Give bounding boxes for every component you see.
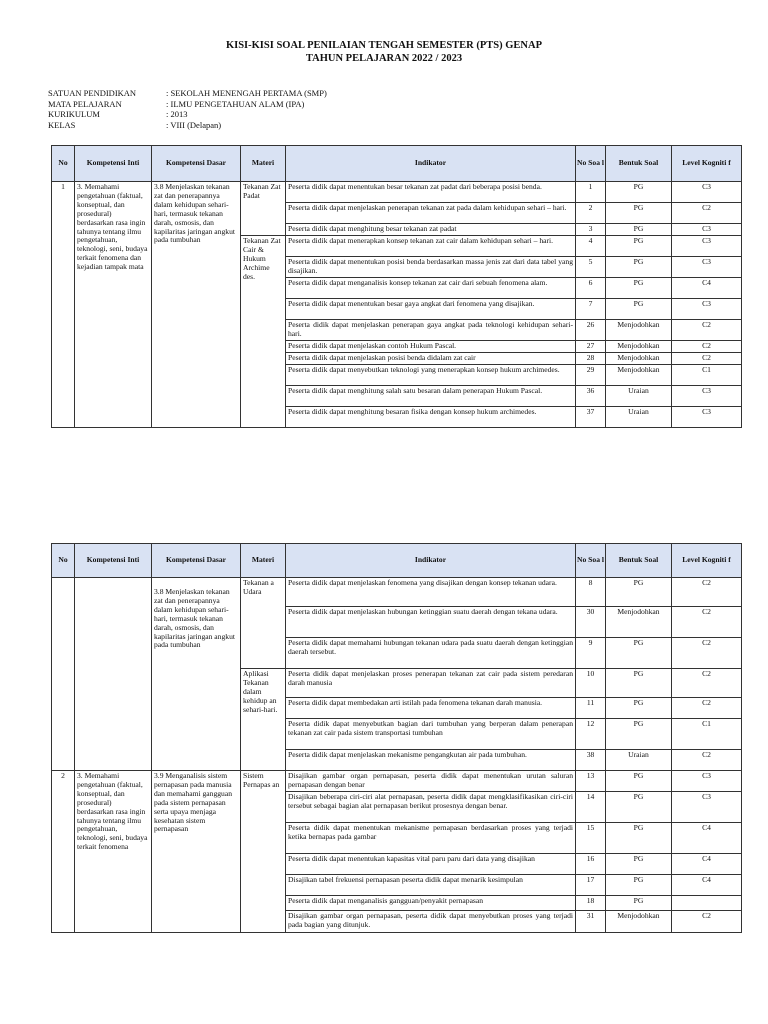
level-cell: C2 bbox=[672, 341, 742, 353]
meta-key: KELAS bbox=[48, 119, 76, 130]
indikator-cell: Disajikan gambar organ pernapasan, peserta didik dapat menyebutkan proses yang terjadi pada bagian yang ditunjuk. bbox=[286, 911, 576, 933]
level-cell: C2 bbox=[672, 203, 742, 224]
no-soal-cell: 36 bbox=[576, 386, 606, 407]
level-cell: C2 bbox=[672, 638, 742, 669]
header-no-soal: No Soa l bbox=[576, 544, 606, 578]
materi-cell: Tekanan a Udara bbox=[241, 578, 286, 669]
no-soal-cell: 3 bbox=[576, 224, 606, 236]
level-cell: C2 bbox=[672, 698, 742, 719]
no-soal-cell: 9 bbox=[576, 638, 606, 669]
indikator-cell: Peserta didik dapat menjelaskan proses penerapan tekanan zat cair pada sistem peredaran darah manusia bbox=[286, 669, 576, 698]
indikator-cell: Peserta didik dapat menentukan mekanisme pernapasan berdasarkan proses yang terjadi ketika bernapas pada gambar bbox=[286, 823, 576, 854]
bentuk-soal-cell: PG bbox=[606, 792, 672, 823]
header-no-soal: No Soa l bbox=[576, 146, 606, 182]
header-no: No bbox=[52, 544, 75, 578]
level-cell: C2 bbox=[672, 578, 742, 607]
level-cell: C2 bbox=[672, 353, 742, 365]
bentuk-soal-cell: PG bbox=[606, 698, 672, 719]
meta-row bbox=[48, 99, 327, 110]
bentuk-soal-cell: PG bbox=[606, 203, 672, 224]
document-title-line1: KISI-KISI SOAL PENILAIAN TENGAH SEMESTER (PTS) GENAP bbox=[225, 40, 543, 51]
indikator-cell: Peserta didik dapat menganalisis konsep tekanan zat cair dari sebuah fenomena alam. bbox=[286, 278, 576, 299]
indikator-cell: Peserta didik dapat membedakan arti istilah pada fenomena tekanan darah manusia. bbox=[286, 698, 576, 719]
no-soal-cell: 17 bbox=[576, 875, 606, 896]
indikator-cell: Peserta didik dapat menghitung salah satu besaran dalam penerapan Hukum Pascal. bbox=[286, 386, 576, 407]
header-kompetensi-dasar: Kompetensi Dasar bbox=[152, 146, 241, 182]
indikator-cell: Peserta didik dapat menerapkan konsep tekanan zat cair dalam kehidupan sehari – hari. bbox=[286, 236, 576, 257]
level-cell: C4 bbox=[672, 875, 742, 896]
level-cell: C3 bbox=[672, 386, 742, 407]
level-cell: C4 bbox=[672, 823, 742, 854]
level-cell: C2 bbox=[672, 669, 742, 698]
level-cell: C2 bbox=[672, 911, 742, 933]
level-cell: C2 bbox=[672, 750, 742, 771]
indikator-cell: Peserta didik dapat menjelaskan contoh Hukum Pascal. bbox=[286, 341, 576, 353]
bentuk-soal-cell: PG bbox=[606, 224, 672, 236]
bentuk-soal-cell: PG bbox=[606, 771, 672, 792]
indikator-cell: Peserta didik dapat menentukan besar tekanan zat padat dari beberapa posisi benda. bbox=[286, 182, 576, 203]
bentuk-soal-cell: PG bbox=[606, 299, 672, 320]
indikator-cell: Peserta didik dapat menjelaskan fenomena yang disajikan dengan konsep tekanan udara. bbox=[286, 578, 576, 607]
bentuk-soal-cell: Uraian bbox=[606, 386, 672, 407]
no-cell: 1 bbox=[52, 182, 75, 428]
indikator-cell: Peserta didik dapat menjelaskan penerapan gaya angkat pada teknologi kehidupan sehari- hari. bbox=[286, 320, 576, 341]
indikator-cell: Peserta didik dapat menentukan besar gaya angkat dari fenomena yang disajikan. bbox=[286, 299, 576, 320]
kompetensi-dasar-cell: 3.8 Menjelaskan tekanan zat dan penerapannya dalam kehidupan sehari-hari, termasuk tekanan darah, osmosis, dan kapilaritas jaringan angkut pada tumbuhan bbox=[152, 578, 241, 771]
indikator-cell: Peserta didik dapat menghitung besaran fisika dengan konsep hukum archimedes. bbox=[286, 407, 576, 428]
meta-value: : ILMU PENGETAHUAN ALAM (IPA) bbox=[166, 98, 305, 109]
no-soal-cell: 38 bbox=[576, 750, 606, 771]
no-soal-cell: 13 bbox=[576, 771, 606, 792]
no-soal-cell: 2 bbox=[576, 203, 606, 224]
bentuk-soal-cell: PG bbox=[606, 896, 672, 911]
no-soal-cell: 8 bbox=[576, 578, 606, 607]
bentuk-soal-cell: Menjodohkan bbox=[606, 320, 672, 341]
no-cell bbox=[52, 578, 75, 771]
level-cell: C1 bbox=[672, 719, 742, 750]
indikator-cell: Peserta didik dapat menjelaskan mekanisme pengangkutan air pada tumbuhan. bbox=[286, 750, 576, 771]
level-cell: C3 bbox=[672, 236, 742, 257]
indikator-cell: Peserta didik dapat memahami hubungan tekanan udara pada suatu daerah dengan ketinggian daerah tersebut. bbox=[286, 638, 576, 669]
indikator-cell: Peserta didik dapat menganalisis gangguan/penyakit pernapasan bbox=[286, 896, 576, 911]
indikator-cell: Peserta didik dapat menghitung besar tekanan zat padat bbox=[286, 224, 576, 236]
indikator-cell: Peserta didik dapat menyebutkan bagian dari tumbuhan yang berperan dalam penerapan tekanan zat cair pada sistem transportasi tumbuhan bbox=[286, 719, 576, 750]
bentuk-soal-cell: PG bbox=[606, 638, 672, 669]
header-level-kognitif: Level Kogniti f bbox=[672, 146, 742, 182]
header-indikator: Indikator bbox=[286, 544, 576, 578]
header-bentuk-soal: Bentuk Soal bbox=[606, 146, 672, 182]
level-cell: C4 bbox=[672, 854, 742, 875]
level-cell: C3 bbox=[672, 771, 742, 792]
meta-value: : 2013 bbox=[166, 109, 188, 120]
header-level-kognitif: Level Kogniti f bbox=[672, 544, 742, 578]
level-cell: C3 bbox=[672, 257, 742, 278]
indikator-cell: Peserta didik dapat menjelaskan hubungan ketinggian suatu daerah dengan tekana udara. bbox=[286, 607, 576, 638]
level-cell bbox=[672, 896, 742, 911]
bentuk-soal-cell: PG bbox=[606, 669, 672, 698]
no-soal-cell: 11 bbox=[576, 698, 606, 719]
indikator-cell: Disajikan tabel frekuensi pernapasan peserta didik dapat menarik kesimpulan bbox=[286, 875, 576, 896]
no-cell: 2 bbox=[52, 771, 75, 933]
no-soal-cell: 28 bbox=[576, 353, 606, 365]
level-cell: C3 bbox=[672, 792, 742, 823]
header-materi: Materi bbox=[241, 146, 286, 182]
kompetensi-inti-cell: 3. Memahami pengetahuan (faktual, konseptual, dan prosedural) berdasarkan rasa ingin tahunya tentang ilmu pengetahuan, teknologi, seni, budaya terkait fenomena bbox=[75, 771, 152, 933]
no-soal-cell: 10 bbox=[576, 669, 606, 698]
no-soal-cell: 37 bbox=[576, 407, 606, 428]
meta-value: : VIII (Delapan) bbox=[166, 119, 222, 130]
bentuk-soal-cell: PG bbox=[606, 278, 672, 299]
bentuk-soal-cell: PG bbox=[606, 875, 672, 896]
header-row bbox=[52, 146, 742, 182]
kisi-kisi-table-2 bbox=[51, 543, 742, 933]
level-cell: C2 bbox=[672, 320, 742, 341]
no-soal-cell: 4 bbox=[576, 236, 606, 257]
meta-row bbox=[48, 120, 327, 131]
level-cell: C3 bbox=[672, 224, 742, 236]
no-soal-cell: 26 bbox=[576, 320, 606, 341]
table-row bbox=[52, 771, 742, 792]
header-no: No bbox=[52, 146, 75, 182]
header-indikator: Indikator bbox=[286, 146, 576, 182]
no-soal-cell: 15 bbox=[576, 823, 606, 854]
bentuk-soal-cell: PG bbox=[606, 236, 672, 257]
meta-row bbox=[48, 88, 327, 99]
kompetensi-dasar-cell: 3.9 Menganalisis sistem pernapasan pada manusia dan memahami gangguan pada sistem pernapasan serta upaya menjaga kesehatan sistem pernapasan bbox=[152, 771, 241, 933]
header-kompetensi-inti: Kompetensi Inti bbox=[75, 146, 152, 182]
materi-cell: Tekanan Zat Padat bbox=[241, 182, 286, 236]
table-row bbox=[52, 578, 742, 607]
bentuk-soal-cell: Menjodohkan bbox=[606, 607, 672, 638]
no-soal-cell: 30 bbox=[576, 607, 606, 638]
bentuk-soal-cell: PG bbox=[606, 854, 672, 875]
kisi-kisi-table-1 bbox=[51, 145, 742, 428]
bentuk-soal-cell: Menjodohkan bbox=[606, 911, 672, 933]
header-kompetensi-inti: Kompetensi Inti bbox=[75, 544, 152, 578]
no-soal-cell: 16 bbox=[576, 854, 606, 875]
document-title-line2: TAHUN PELAJARAN 2022 / 2023 bbox=[305, 53, 463, 64]
header-kompetensi-dasar: Kompetensi Dasar bbox=[152, 544, 241, 578]
no-soal-cell: 6 bbox=[576, 278, 606, 299]
meta-row bbox=[48, 109, 327, 120]
kompetensi-dasar-cell: 3.8 Menjelaskan tekanan zat dan penerapannya dalam kehidupan sehari-hari, termasuk tekanan darah, osmosis, dan kapilaritas jaringan angkut pada tumbuhan bbox=[152, 182, 241, 428]
bentuk-soal-cell: Menjodohkan bbox=[606, 353, 672, 365]
bentuk-soal-cell: Menjodohkan bbox=[606, 341, 672, 353]
bentuk-soal-cell: PG bbox=[606, 257, 672, 278]
level-cell: C3 bbox=[672, 407, 742, 428]
meta-key: KURIKULUM bbox=[48, 109, 100, 120]
indikator-cell: Disajikan gambar organ pernapasan, peserta didik dapat menentukan urutan saluran pernapasan dengan benar bbox=[286, 771, 576, 792]
bentuk-soal-cell: Uraian bbox=[606, 750, 672, 771]
materi-cell: Aplikasi Tekanan dalam kehidup an sehari-hari. bbox=[241, 669, 286, 771]
indikator-cell: Peserta didik dapat menyebutkan teknologi yang menerapkan konsep hukum archimedes. bbox=[286, 365, 576, 386]
meta-value: : SEKOLAH MENENGAH PERTAMA (SMP) bbox=[166, 88, 327, 98]
no-soal-cell: 18 bbox=[576, 896, 606, 911]
kompetensi-inti-cell: 3. Memahami pengetahuan (faktual, konseptual, dan prosedural) berdasarkan rasa ingin tahunya tentang ilmu pengetahuan, teknologi, seni, budaya terkait fenomena dan kejadian tampak mata bbox=[75, 182, 152, 428]
no-soal-cell: 27 bbox=[576, 341, 606, 353]
no-soal-cell: 12 bbox=[576, 719, 606, 750]
level-cell: C3 bbox=[672, 299, 742, 320]
no-soal-cell: 14 bbox=[576, 792, 606, 823]
indikator-cell: Peserta didik dapat menentukan posisi benda berdasarkan massa jenis zat dari data tabel yang disajikan. bbox=[286, 257, 576, 278]
bentuk-soal-cell: Menjodohkan bbox=[606, 365, 672, 386]
no-soal-cell: 7 bbox=[576, 299, 606, 320]
indikator-cell: Peserta didik dapat menjelaskan posisi benda didalam zat cair bbox=[286, 353, 576, 365]
bentuk-soal-cell: PG bbox=[606, 182, 672, 203]
bentuk-soal-cell: PG bbox=[606, 578, 672, 607]
level-cell: C2 bbox=[672, 607, 742, 638]
level-cell: C1 bbox=[672, 365, 742, 386]
no-soal-cell: 1 bbox=[576, 182, 606, 203]
table-row bbox=[52, 182, 742, 203]
document-meta bbox=[48, 88, 327, 130]
meta-key: SATUAN PENDIDIKAN bbox=[48, 88, 137, 98]
indikator-cell: Peserta didik dapat menentukan kapasitas vital paru paru dari data yang disajikan bbox=[286, 854, 576, 875]
indikator-cell: Peserta didik dapat menjelaskan penerapan tekanan zat pada dalam kehidupan sehari – hari. bbox=[286, 203, 576, 224]
kompetensi-inti-cell bbox=[75, 578, 152, 771]
indikator-cell: Disajikan beberapa ciri-ciri alat pernapasan, peserta didik dapat mengklasifikasikan ciri-ciri tersebut sebagai bagian alat pernapasan berikut prosesnya dengan benar. bbox=[286, 792, 576, 823]
meta-key: MATA PELAJARAN bbox=[48, 98, 122, 109]
level-cell: C3 bbox=[672, 182, 742, 203]
materi-cell: Tekanan Zat Cair & Hukum Archime des. bbox=[241, 236, 286, 428]
header-bentuk-soal: Bentuk Soal bbox=[606, 544, 672, 578]
no-soal-cell: 29 bbox=[576, 365, 606, 386]
materi-cell: Sistem Pernapas an bbox=[241, 771, 286, 933]
header-materi: Materi bbox=[241, 544, 286, 578]
bentuk-soal-cell: PG bbox=[606, 719, 672, 750]
no-soal-cell: 5 bbox=[576, 257, 606, 278]
bentuk-soal-cell: PG bbox=[606, 823, 672, 854]
no-soal-cell: 31 bbox=[576, 911, 606, 933]
level-cell: C4 bbox=[672, 278, 742, 299]
header-row bbox=[52, 544, 742, 578]
bentuk-soal-cell: Uraian bbox=[606, 407, 672, 428]
